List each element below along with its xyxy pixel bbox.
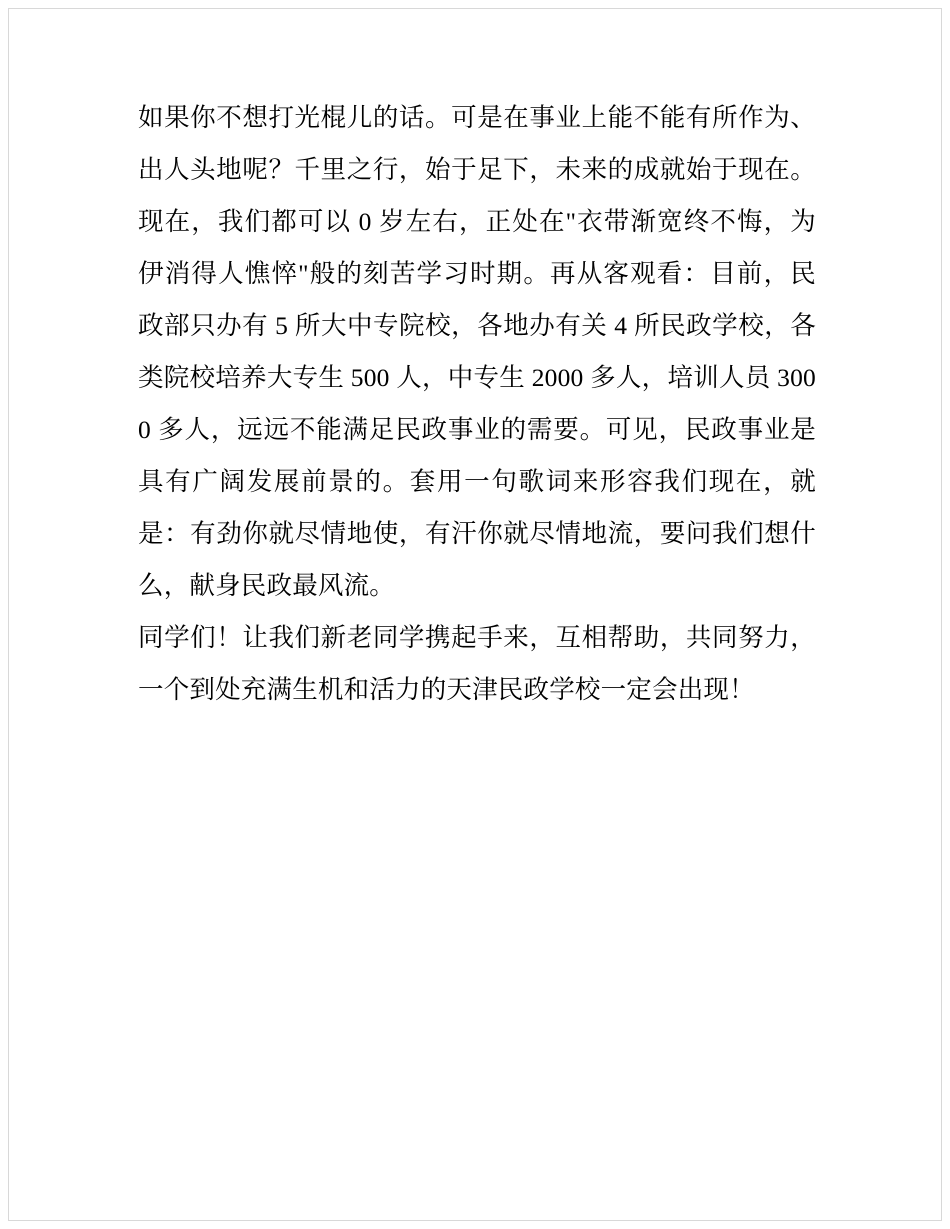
paragraph-1: 如果你不想打光棍儿的话。可是在事业上能不能有所作为、出人头地呢？千里之行，始于足下，未来的成就始于现在。现在，我们都可以 0 岁左右，正处在"衣带渐宽终不悔，为伊消得人憔悴"般的刻苦学习时期。再从客观看：目前，民政部只办有 5 所大中专院校，各地办有关 4 所民政学校，各类院校培养大专生 500 人，中专生 2000 多人，培训人员 3000 多人，远远不能满足民政事业的需要。可见，民政事业是具有广阔发展前景的。套用一句歌词来形容我们现在，就是：有劲你就尽情地使，有汗你就尽情地流，要问我们想什么，献身民政最风流。 (138, 103, 816, 600)
document-body (138, 92, 816, 716)
paragraph-2: 同学们！让我们新老同学携起手来，互相帮助，共同努力，一个到处充满生机和活力的天津民政学校一定会出现！ (138, 623, 816, 704)
